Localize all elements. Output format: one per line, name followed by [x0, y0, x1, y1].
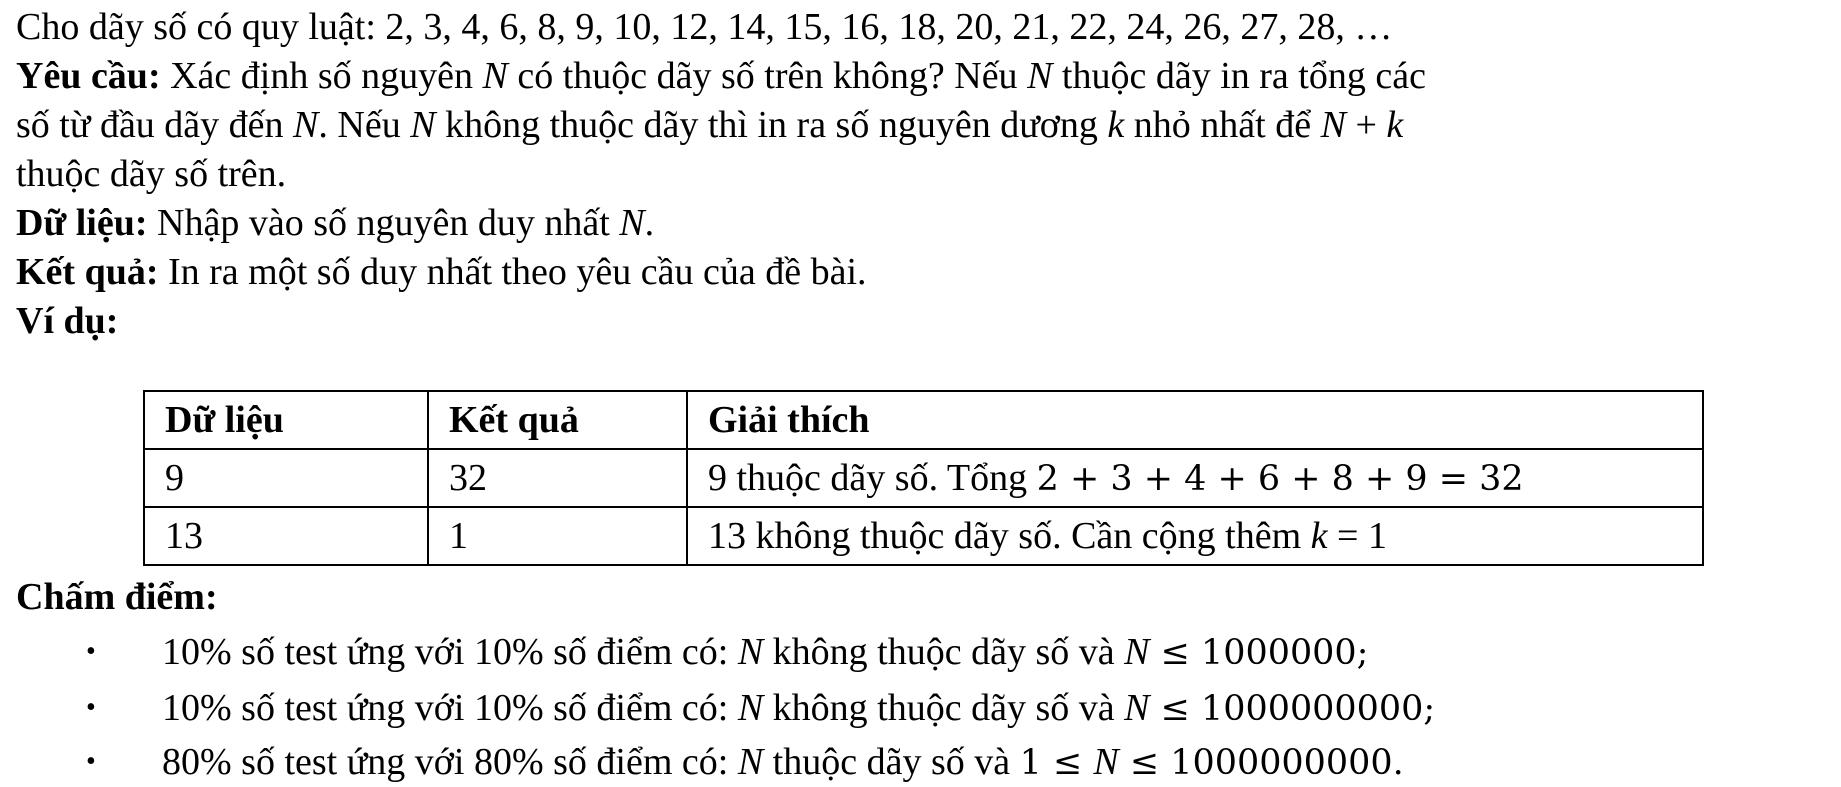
- explanation-text: 9 thuộc dãy số. Tổng: [708, 457, 1037, 499]
- var-n: N: [737, 631, 764, 673]
- intro-line: [16, 8, 1392, 46]
- var-n: N: [737, 687, 764, 729]
- requirement-text: có thuộc dãy số trên không? Nếu: [507, 55, 1028, 97]
- output-spec-text: In ra một số duy nhất theo yêu cầu của đề bài.: [158, 251, 867, 293]
- var-n: N: [1320, 104, 1346, 146]
- var-n: N: [1124, 687, 1150, 729]
- requirement-line-1: [16, 57, 1426, 95]
- var-n: N: [619, 202, 645, 244]
- table-cell-output: 1: [428, 507, 687, 565]
- intro-text: Cho dãy số có quy luật: 2, 3, 4, 6, 8, 9, 10, 12, 14, 15, 16, 18, 20, 21, 22, 24, 26, 27, 28, …: [16, 6, 1393, 48]
- scoring-text: không thuộc dãy số và: [763, 631, 1125, 673]
- requirement-text: Xác định số nguyên: [160, 55, 483, 97]
- output-spec: [16, 253, 867, 291]
- scoring-text: 80% số test ứng với 80% số điểm có:: [162, 741, 738, 783]
- requirement-text: . Nếu: [318, 104, 411, 146]
- requirement-text: thuộc dãy in ra tổng các: [1052, 55, 1426, 97]
- table-header-input: Dữ liệu: [144, 391, 428, 449]
- input-spec-text: Nhập vào số nguyên duy nhất: [147, 202, 620, 244]
- table-row: [144, 449, 1703, 507]
- input-spec: [16, 204, 654, 242]
- var-k: k: [1310, 515, 1328, 557]
- explanation-formula: 2 + 3 + 4 + 6 + 8 + 9 = 32: [1036, 459, 1524, 499]
- table-cell-output: 32: [428, 449, 687, 507]
- output-spec-label: Kết quả:: [16, 251, 159, 293]
- table-header-output: Kết quả: [428, 391, 687, 449]
- var-n: N: [293, 104, 319, 146]
- requirement-label: Yêu cầu:: [16, 55, 161, 97]
- scoring-condition: ≤ 1000000000;: [1149, 689, 1436, 729]
- example-label: Ví dụ:: [16, 300, 119, 342]
- scoring-condition: ≤ 1000000000.: [1118, 743, 1404, 783]
- plus-sign: +: [1345, 104, 1387, 146]
- table-cell-input: 13: [144, 507, 428, 565]
- var-n: N: [482, 55, 508, 97]
- bullet-icon: •: [86, 746, 96, 777]
- list-item: [162, 630, 1368, 674]
- explanation-formula: = 1: [1327, 515, 1387, 557]
- table-cell-explanation: [687, 449, 1703, 507]
- requirement-line-2: [16, 106, 1403, 144]
- var-n: N: [1124, 631, 1150, 673]
- bullet-icon: •: [86, 636, 96, 667]
- table-cell-input: 9: [144, 449, 428, 507]
- var-k: k: [1107, 104, 1125, 146]
- var-n: N: [737, 741, 764, 783]
- scoring-text: 10% số test ứng với 10% số điểm có:: [162, 687, 738, 729]
- period: .: [644, 202, 655, 244]
- requirement-line-3: [16, 155, 286, 193]
- scoring-condition: ≤ 1000000;: [1149, 633, 1369, 673]
- bullet-icon: •: [86, 692, 96, 723]
- requirement-text: số từ đầu dãy đến: [16, 104, 294, 146]
- table-header-explanation: Giải thích: [687, 391, 1703, 449]
- scoring-condition: 1 ≤: [1019, 743, 1094, 783]
- var-n: N: [1093, 741, 1119, 783]
- table-row: [144, 507, 1703, 565]
- explanation-text: 13 không thuộc dãy số. Cần cộng thêm: [708, 515, 1311, 557]
- input-spec-label: Dữ liệu:: [16, 202, 148, 244]
- requirement-text: nhỏ nhất để: [1124, 104, 1321, 146]
- example-table: [143, 390, 1704, 566]
- table-cell-explanation: [687, 507, 1703, 565]
- var-n: N: [410, 104, 436, 146]
- requirement-text: thuộc dãy số trên.: [16, 153, 287, 195]
- scoring-text: không thuộc dãy số và: [763, 687, 1125, 729]
- list-item: [162, 740, 1404, 784]
- scoring-text: 10% số test ứng với 10% số điểm có:: [162, 631, 738, 673]
- var-n: N: [1027, 55, 1053, 97]
- table-header-row: [144, 391, 1703, 449]
- var-k: k: [1386, 104, 1404, 146]
- requirement-text: không thuộc dãy thì in ra số nguyên dương: [435, 104, 1108, 146]
- scoring-text: thuộc dãy số và: [763, 741, 1020, 783]
- scoring-label: Chấm điểm:: [16, 576, 218, 618]
- list-item: [162, 686, 1435, 730]
